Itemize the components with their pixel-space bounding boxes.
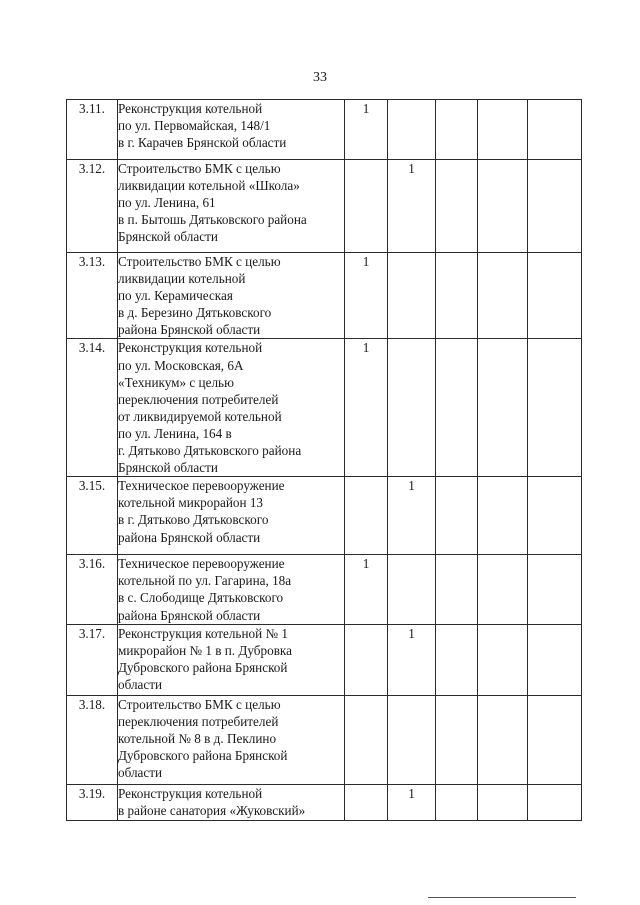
project-name	[118, 100, 345, 160]
row-number: 3.18.	[67, 695, 118, 784]
project-name-line: Строительство БМК с целью	[118, 254, 281, 269]
year-cell	[528, 160, 582, 253]
row-number: 3.14.	[67, 339, 118, 477]
row-number: 3.11.	[67, 100, 118, 160]
project-name-line: котельной № 8 в д. Пеклино	[118, 730, 277, 746]
project-name-line: области	[118, 764, 163, 780]
project-name-line: в г. Карачев Брянской области	[118, 135, 287, 151]
project-name-line: Реконструкция котельной № 1	[118, 625, 288, 641]
project-name-line: котельной микрорайон 13	[118, 495, 264, 511]
project-name	[118, 477, 345, 555]
year-cell	[345, 624, 388, 695]
table-row	[67, 784, 582, 820]
table-row	[67, 253, 582, 339]
year-cell	[388, 253, 436, 339]
year-cell	[528, 784, 582, 820]
project-name-line: переключения потребителей	[118, 713, 279, 729]
year-cell: 1	[345, 339, 388, 477]
year-cell	[436, 477, 478, 555]
year-cell: 1	[388, 624, 436, 695]
project-name-line: по ул. Ленина, 61	[118, 195, 216, 211]
project-name-line: в районе санатория «Жуковский»	[118, 802, 306, 818]
project-name-line: Реконструкция котельной	[118, 101, 263, 116]
year-cell: 1	[388, 477, 436, 555]
project-name-line: района Брянской области	[118, 529, 261, 545]
year-cell	[478, 784, 528, 820]
row-number: 3.15.	[67, 477, 118, 555]
year-cell	[388, 339, 436, 477]
project-name-line: в д. Березино Дятьковского	[118, 305, 272, 321]
project-name-line: по ул. Первомайская, 148/1	[118, 118, 271, 134]
project-name-line: Дубровского района Брянской	[118, 659, 288, 675]
project-name-line: ликвидации котельной	[118, 271, 246, 287]
year-cell	[528, 555, 582, 624]
year-cell	[436, 160, 478, 253]
project-name-line: в г. Дятьково Дятьковского	[118, 512, 269, 528]
project-name-line: области	[118, 676, 163, 692]
table-row	[67, 695, 582, 784]
project-name-line: Реконструкция котельной	[118, 340, 263, 356]
year-cell	[388, 555, 436, 624]
project-name-line: ликвидации котельной «Школа»	[118, 178, 300, 194]
year-cell	[478, 695, 528, 784]
year-cell	[345, 477, 388, 555]
project-name-line: по ул. Керамическая	[118, 288, 233, 304]
year-cell: 1	[345, 253, 388, 339]
year-cell	[478, 100, 528, 160]
project-name-line: по ул. Московская, 6А	[118, 357, 244, 373]
year-cell	[528, 339, 582, 477]
year-cell: 1	[345, 100, 388, 160]
project-name-line: по ул. Ленина, 164 в	[118, 425, 232, 441]
year-cell	[478, 555, 528, 624]
year-cell	[436, 695, 478, 784]
project-name-line: Техническое перевооружение	[118, 478, 285, 494]
project-name	[118, 555, 345, 624]
year-cell	[436, 784, 478, 820]
project-name-line: Брянской области	[118, 229, 218, 245]
year-cell	[528, 695, 582, 784]
project-name-line: Техническое перевооружение	[118, 556, 285, 572]
project-name-line: Строительство БМК с целью	[118, 696, 281, 712]
row-number: 3.12.	[67, 160, 118, 253]
project-name-line: котельной по ул. Гагарина, 18а	[118, 573, 292, 589]
table-row	[67, 477, 582, 555]
project-name	[118, 784, 345, 820]
year-cell	[478, 477, 528, 555]
project-name-line: г. Дятьково Дятьковского района	[118, 443, 302, 459]
year-cell	[436, 624, 478, 695]
project-name-line: Дубровского района Брянской	[118, 747, 288, 763]
project-name	[118, 695, 345, 784]
year-cell	[388, 695, 436, 784]
year-cell	[528, 624, 582, 695]
year-cell	[478, 253, 528, 339]
project-name-line: микрорайон № 1 в п. Дубровка	[118, 642, 292, 658]
project-name-line: района Брянской области	[118, 322, 261, 338]
year-cell	[345, 160, 388, 253]
year-cell	[436, 339, 478, 477]
year-cell	[436, 100, 478, 160]
project-name-line: Строительство БМК с целью	[118, 161, 281, 176]
project-name-line: «Техникум» с целью	[118, 374, 234, 390]
year-cell: 1	[388, 160, 436, 253]
year-cell	[388, 100, 436, 160]
project-name-line: в с. Слободище Дятьковского	[118, 590, 284, 606]
table-row	[67, 339, 582, 477]
table-row	[67, 160, 582, 253]
table-body	[67, 100, 582, 821]
footer-rule	[428, 897, 576, 898]
project-name-line: района Брянской области	[118, 607, 261, 623]
row-number: 3.13.	[67, 253, 118, 339]
year-cell	[436, 253, 478, 339]
row-number: 3.16.	[67, 555, 118, 624]
year-cell	[345, 784, 388, 820]
project-name	[118, 160, 345, 253]
table-row	[67, 624, 582, 695]
table-row	[67, 555, 582, 624]
project-name	[118, 253, 345, 339]
year-cell	[478, 160, 528, 253]
project-name	[118, 339, 345, 477]
project-name-line: Брянской области	[118, 460, 218, 476]
year-cell	[478, 624, 528, 695]
project-name-line: Реконструкция котельной	[118, 785, 263, 801]
page-number: 33	[313, 70, 327, 85]
row-number: 3.19.	[67, 784, 118, 820]
project-name	[118, 624, 345, 695]
year-cell	[528, 100, 582, 160]
year-cell: 1	[345, 555, 388, 624]
year-cell	[345, 695, 388, 784]
program-table	[66, 99, 582, 821]
row-number: 3.17.	[67, 624, 118, 695]
project-name-line: от ликвидируемой котельной	[118, 408, 282, 424]
year-cell	[528, 253, 582, 339]
year-cell	[478, 339, 528, 477]
table-row	[67, 100, 582, 160]
year-cell	[436, 555, 478, 624]
year-cell: 1	[388, 784, 436, 820]
project-name-line: в п. Бытошь Дятьковского района	[118, 212, 307, 228]
project-name-line: переключения потребителей	[118, 391, 279, 407]
year-cell	[528, 477, 582, 555]
